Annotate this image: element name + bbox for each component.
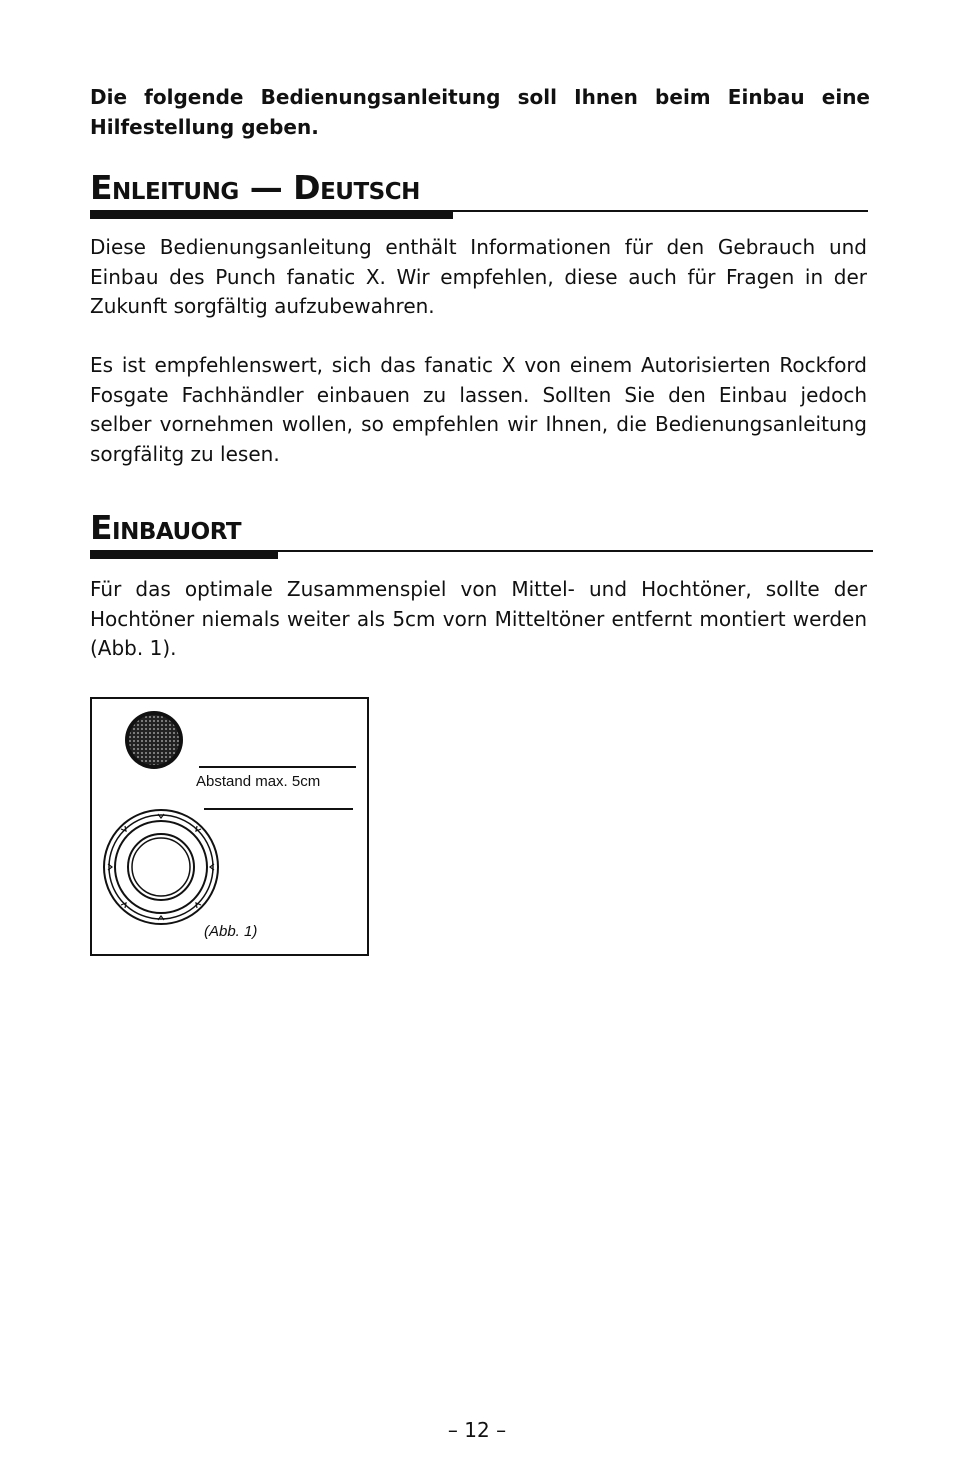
paragraph: Diese Bedienungsanleitung enthält Informationen für den Gebrauch und Einbau des Punch fanatic X. Wir empfehlen, diese auch für Fragen in der Zukunft sorgfältig aufzubewahren. — [90, 235, 867, 318]
figure-caption: (Abb. 1) — [204, 923, 258, 940]
heading-rule-accent — [90, 210, 453, 219]
distance-line-bottom — [204, 808, 353, 810]
section-heading-einbauort: Einbauort — [90, 508, 242, 547]
paragraph: Für das optimale Zusammenspiel von Mittel- und Hochtöner, sollte der Hochtöner niemals weiter als 5cm vorn Mitteltöner entfernt montiert werden (Abb. 1). — [90, 577, 867, 660]
intro-text: Die folgende Bedienungsanleitung soll Ihnen beim Einbau eine Hilfestellung geben. — [90, 85, 870, 139]
heading-rule-accent — [90, 550, 278, 559]
section-heading-einleitung: Enleitung — Deutsch — [90, 168, 420, 207]
distance-line-top — [199, 766, 356, 768]
paragraph: Es ist empfehlenswert, sich das fanatic X von einem Autorisierten Rockford Fosgate Fachhändler einbauen zu lassen. Sollten Sie den Einbau jedoch selber vornehmen wollen, so empfehlen wir Ihnen, die Bedienungsanleitung sorgfälitg zu lesen. — [90, 353, 867, 466]
figure-abb-1 — [90, 697, 369, 956]
speaker-diagram — [92, 699, 367, 954]
page-number: – 12 – — [447, 1418, 507, 1442]
distance-label: Abstand max. 5cm — [196, 773, 321, 790]
midrange-speaker-icon — [104, 810, 218, 924]
tweeter-icon — [125, 711, 183, 769]
